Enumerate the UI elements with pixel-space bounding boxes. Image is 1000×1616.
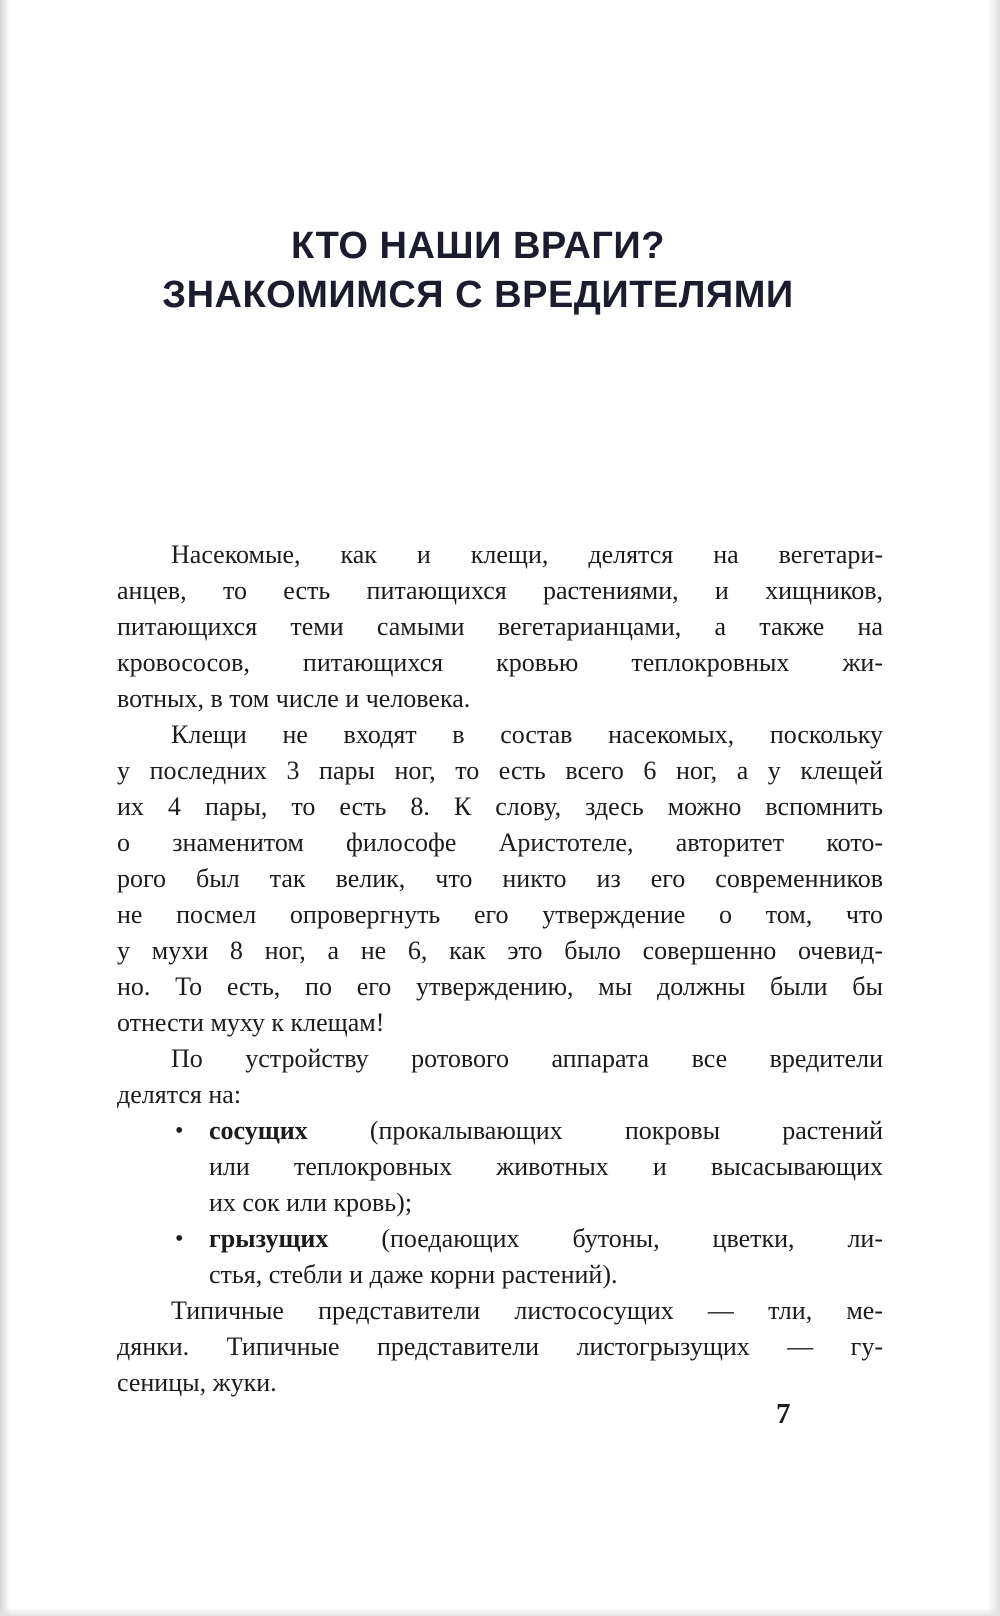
text-line: или теплокровных животных и высасывающих: [209, 1152, 883, 1181]
paragraph: [117, 1293, 883, 1401]
page-edge-left: [0, 0, 10, 1616]
page-edge-bottom: [0, 1608, 1000, 1616]
text-line: Насекомые, как и клещи, делятся на вегетари-: [171, 540, 883, 569]
bullet-marker: •: [175, 1118, 184, 1144]
page-number: 7: [776, 1398, 791, 1430]
text-line: рого был так велик, что никто из его современников: [117, 864, 883, 893]
chapter-title-line2: ЗНАКОМИМСЯ С ВРЕДИТЕЛЯМИ: [162, 274, 794, 316]
text-line: кровососов, питающихся кровью теплокровных жи-: [117, 648, 883, 677]
bullet-item: [117, 1113, 883, 1221]
text-line: питающихся теми самыми вегетарианцами, а также на: [117, 612, 883, 641]
text-line: Типичные представители листососущих — тли, ме-: [171, 1296, 883, 1325]
paragraph: [117, 1041, 883, 1113]
paragraph: [117, 537, 883, 717]
text-line: сеницы, жуки.: [117, 1368, 277, 1397]
paragraph: [117, 717, 883, 1041]
text-line: о знаменитом философе Аристотеле, авторитет кото-: [117, 828, 883, 857]
text-line: сосущих (прокалывающих покровы растений: [209, 1116, 883, 1145]
chapter-title: [108, 222, 848, 320]
text-line: Клещи не входят в состав насекомых, поскольку: [171, 720, 883, 749]
body-text: [117, 537, 883, 1401]
bullet-marker: •: [175, 1226, 184, 1252]
text-line: их сок или кровь);: [209, 1188, 413, 1217]
text-line: грызущих (поедающих бутоны, цветки, ли-: [209, 1224, 883, 1253]
text-line: их 4 пары, то есть 8. К слову, здесь можно вспомнить: [117, 792, 883, 821]
text-line: отнести муху к клещам!: [117, 1008, 385, 1037]
text-line: вотных, в том числе и человека.: [117, 684, 471, 713]
text-line: По устройству ротового аппарата все вредители: [171, 1044, 883, 1073]
text-line: анцев, то есть питающихся растениями, и хищников,: [117, 576, 883, 605]
text-line: но. То есть, по его утверждению, мы должны были бы: [117, 972, 883, 1001]
text-line: стья, стебли и даже корни растений).: [209, 1260, 618, 1289]
page-edge-right: [988, 0, 1000, 1616]
text-line: у последних 3 пары ног, то есть всего 6 ног, а у клещей: [117, 756, 883, 785]
bullet-item: [117, 1221, 883, 1293]
text-line: у мухи 8 ног, а не 6, как это было совершенно очевид-: [117, 936, 883, 965]
text-line: делятся на:: [117, 1080, 242, 1109]
text-line: дянки. Типичные представители листогрызущих — гу-: [117, 1332, 883, 1361]
chapter-title-line1: КТО НАШИ ВРАГИ?: [291, 225, 665, 267]
text-line: не посмел опровергнуть его утверждение о том, что: [117, 900, 883, 929]
